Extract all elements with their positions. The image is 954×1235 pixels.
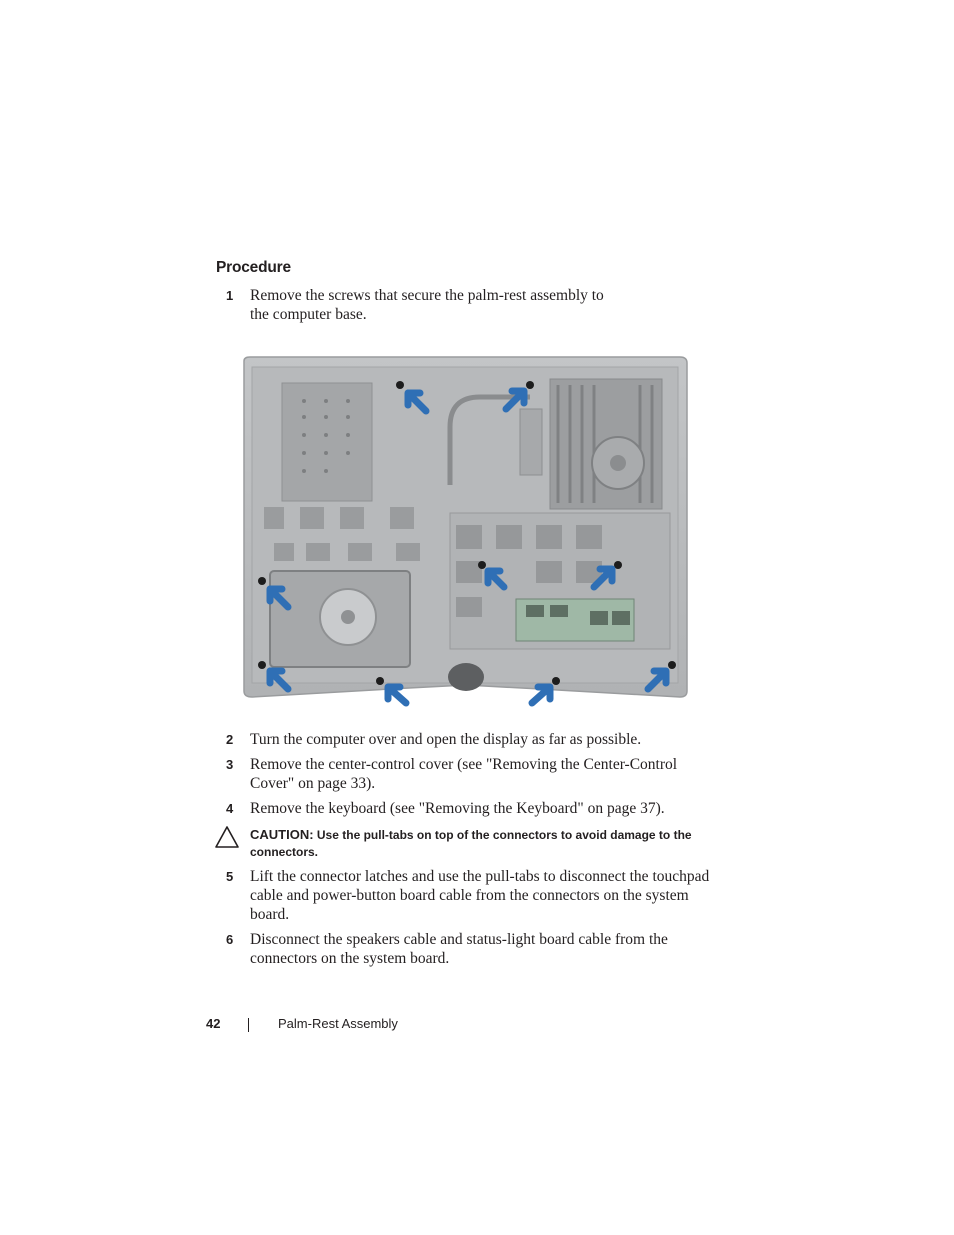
step-text: Remove the keyboard (see "Removing the Keyboard" on page 37). xyxy=(250,800,665,817)
step-number: 3 xyxy=(226,757,234,772)
step-number: 1 xyxy=(226,288,234,303)
procedure-heading: Procedure xyxy=(216,259,291,276)
step-number: 2 xyxy=(226,732,234,747)
step-number: 6 xyxy=(226,932,234,947)
caution-body: Use the pull-tabs on top of the connectors to avoid damage to the connectors. xyxy=(250,828,692,859)
step-number: 5 xyxy=(226,869,234,884)
step-text: Disconnect the speakers cable and status-light board cable from the connectors on the system board. xyxy=(250,931,668,967)
caution-text xyxy=(250,826,700,861)
step-number: 4 xyxy=(226,801,234,816)
caution-label: CAUTION: xyxy=(250,827,314,842)
step-text: Remove the screws that secure the palm-rest assembly to the computer base. xyxy=(250,287,604,323)
caution-icon xyxy=(214,825,240,849)
footer-separator xyxy=(248,1018,249,1032)
step-text: Lift the connector latches and use the pull-tabs to disconnect the touchpad cable and power-button board cable from the connectors on the system board. xyxy=(250,868,710,923)
step-text: Turn the computer over and open the display as far as possible. xyxy=(250,731,642,748)
section-title: Palm-Rest Assembly xyxy=(278,1016,398,1031)
step-text: Remove the center-control cover (see "Removing the Center-Control Cover" on page 33). xyxy=(250,756,678,792)
page-number: 42 xyxy=(206,1016,221,1031)
palm-rest-screws-figure xyxy=(240,355,692,707)
